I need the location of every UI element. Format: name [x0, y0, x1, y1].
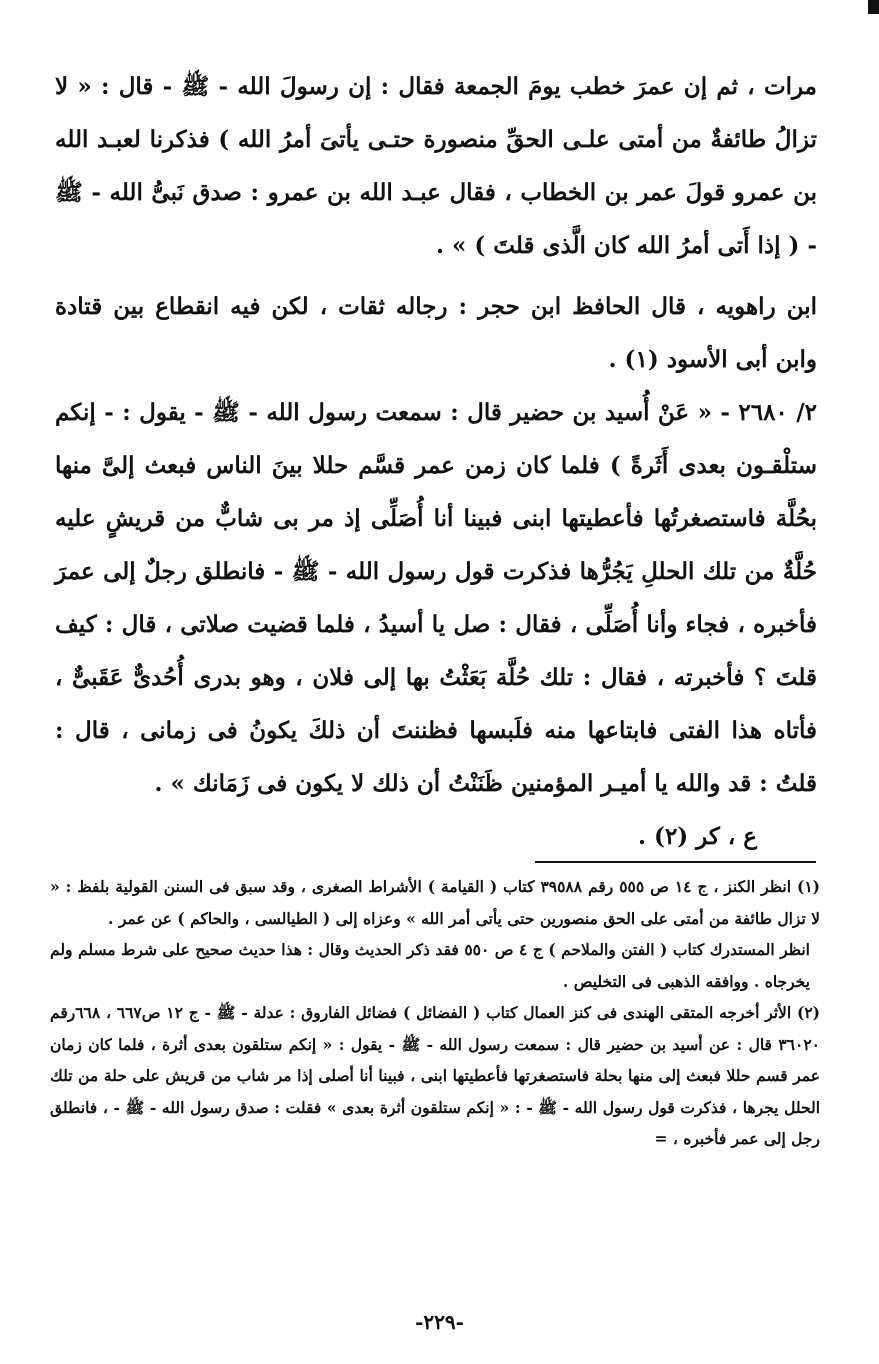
main-text [55, 60, 817, 863]
paragraph-1: مرات ، ثم إن عمرَ خطب يومَ الجمعة فقال : إن رسولَ الله - ﷺ - قال : « لا تزالُ طائفةٌ من أمتى علـى الحقِّ منصورة حتـى يأتىَ أمرُ الله ) فذكرنا لعبـد الله بن عمرو قولَ عمر بن الخطاب ، فقال عبـد الله بن عمرو : صدق نَبىُّ الله - ﷺ - ( إذا أَتى أمرُ الله كان الَّذى قلتَ ) » . [55, 73, 817, 259]
corner-scan-mark [868, 0, 879, 14]
footnote-divider [535, 861, 816, 863]
footnote-1: (١) انظر الكنز ، ج ١٤ ص ٥٥٥ رقم ٣٩٥٨٨ كتاب ( القيامة ) الأشراط الصغرى ، وقد سبق فى السنن القولية بلفظ : « لا تزال طائفة من أمتى على الحق منصورين حتى يأتى أمر الله » وعزاه إلى ( الطيالسى ، والحاكم ) عن عمر . [50, 877, 820, 928]
footnotes [50, 871, 820, 1155]
footnote-2: (٢) الأثر أخرجه المتقى الهندى فى كنز العمال كتاب ( الفضائل ) فضائل الفاروق : عدلة - ﷺ - ج ١٢ ص٦٦٧ ، ٦٦٨رقم ٣٦٠٢٠ قال : عن أسيد بن حضير قال : سمعت رسول الله - ﷺ - يقول : « إنكم ستلقون بعدى أثرة ، فلما كان زمان عمر قسم حللا فبعث إلى منها بحلة فاستصغرتها فأعطيتها ابنى ، فبينا أنا أصلى إذا مر شاب من قريش على حلة من تلك الحلل يجرها ، فذكرت قول رسول الله - ﷺ - : « إنكم ستلقون أثرة بعدى » فقلت : صدق رسول الله - ﷺ - ، فانطلق رجل إلى عمر فأخبره ، = [50, 1003, 820, 1148]
paragraph-2: ابن راهويه ، قال الحافظ ابن حجر : رجاله ثقات ، لكن فيه انقطاع بين قتادة وابن أبى الأسود (١) . [55, 293, 817, 373]
footnote-1-continued: انظر المستدرك كتاب ( الفتن والملاحم ) ج ٤ ص ٥٥٠ فقد ذكر الحديث وقال : هذا حديث صحيح على شرط مسلم ولم يخرجاه . ووافقه الذهبى فى التخليص . [50, 940, 810, 991]
paragraph-3: ٢/ ٢٦٨٠ - « عَنْ أُسيد بن حضير قال : سمعت رسول الله - ﷺ - يقول : - إنكم ستلْقـون بعدى أَثَرةً ) فلما كان زمن عمر قسَّم حللا بينَ الناس فبعث إلىَّ منها بحُلَّة فاستصغرتُها فأعطيتها ابنى فبينا أنا أُصَلِّى إذ مر بى شابٌّ من قريشٍ عليه حُلَّةٌ من تلك الحللِ يَجُرُّها فذكرت قول رسول الله - ﷺ - فانطلق رجلٌ إلى عمرَ فأخبره ، فجاء وأنا أُصَلِّى ، فقال : صل يا أسيدُ ، فلما قضيت صلاتى ، قال : كيف قلتَ ؟ فأخبرته ، فقال : تلك حُلَّة بَعَثْتُ بها إلى فلان ، وهو بدرى أُحُدىٌّ عَقَبىٌّ ، فأتاه هذا الفتى فابتاعها منه فلَبسها فظننتَ أن ذلكَ يكونُ فى زمانى ، قال : قلتُ : قد والله يا أميـر المؤمنين ظَنَنْتُ أن ذلك لا يكون فى زَمَانك » . [55, 399, 817, 797]
source-signature: ع ، كر (٢) . [638, 823, 757, 850]
page-number: -٢٢٩- [415, 1310, 464, 1334]
